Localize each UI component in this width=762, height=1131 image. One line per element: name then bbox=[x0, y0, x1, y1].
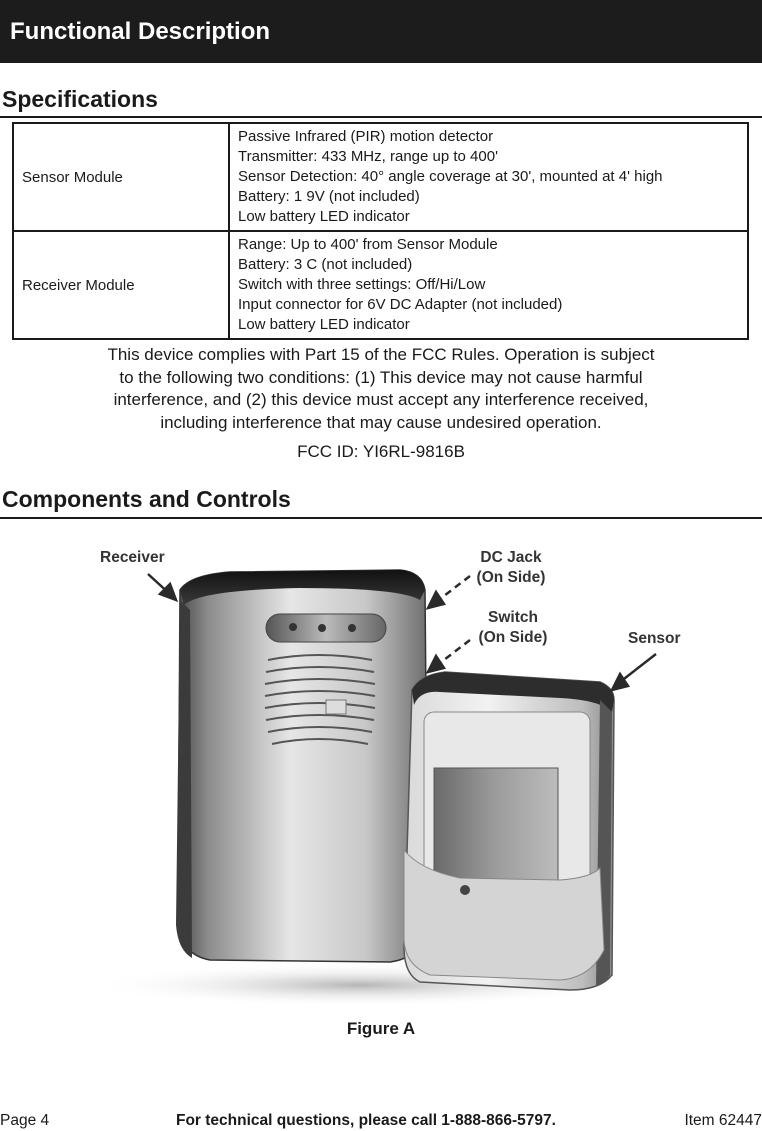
sensor-unit bbox=[404, 672, 614, 990]
specifications-rule bbox=[0, 116, 762, 118]
callout-line: (On Side) bbox=[476, 569, 546, 586]
dc-jack-arrowhead bbox=[428, 592, 444, 608]
led-icon bbox=[348, 624, 356, 632]
figure-caption: Figure A bbox=[346, 1019, 416, 1038]
sensor-led-icon bbox=[460, 885, 470, 895]
callout-line: (On Side) bbox=[478, 629, 548, 646]
led-icon bbox=[289, 623, 297, 631]
row-details bbox=[229, 123, 748, 231]
banner-title: Functional Description bbox=[10, 18, 271, 45]
row-label: Sensor Module bbox=[13, 123, 229, 231]
specifications-heading: Specifications bbox=[2, 86, 158, 112]
callout-receiver: Receiver bbox=[100, 549, 165, 566]
callout-line: Switch bbox=[488, 609, 538, 626]
detail-line: Battery: 1 9V (not included) bbox=[238, 188, 420, 205]
callout-switch bbox=[468, 608, 558, 648]
detail-line: Range: Up to 400' from Sensor Module bbox=[238, 236, 498, 253]
fcc-id: FCC ID: YI6RL-9816B bbox=[297, 442, 465, 461]
detail-line: Input connector for 6V DC Adapter (not included) bbox=[238, 296, 563, 313]
fcc-line: including interference that may cause undesired operation. bbox=[160, 412, 602, 432]
specifications-table bbox=[12, 122, 749, 340]
callout-sensor: Sensor bbox=[628, 630, 681, 647]
row-details bbox=[229, 231, 748, 339]
footer-support: For technical questions, please call 1-888-866-5797. bbox=[176, 1112, 556, 1129]
fcc-statement bbox=[60, 344, 702, 434]
detail-line: Battery: 3 C (not included) bbox=[238, 256, 413, 273]
sensor-arrow bbox=[620, 654, 656, 682]
led-icon bbox=[318, 624, 326, 632]
callout-dc-jack bbox=[466, 548, 556, 588]
detail-line: Transmitter: 433 MHz, range up to 400' bbox=[238, 148, 498, 165]
detail-line: Passive Infrared (PIR) motion detector bbox=[238, 128, 494, 145]
detail-line: Low battery LED indicator bbox=[238, 208, 410, 225]
callout-line: DC Jack bbox=[480, 549, 542, 566]
table-row bbox=[13, 231, 748, 339]
detail-line: Low battery LED indicator bbox=[238, 316, 410, 333]
detail-line: Switch with three settings: Off/Hi/Low bbox=[238, 276, 486, 293]
fcc-line: to the following two conditions: (1) This device may not cause harmful bbox=[119, 367, 643, 387]
fcc-line: This device complies with Part 15 of the FCC Rules. Operation is subject bbox=[107, 345, 655, 364]
fcc-line: interference, and (2) this device must accept any interference received, bbox=[113, 390, 649, 409]
receiver-unit bbox=[176, 570, 428, 962]
components-rule bbox=[0, 517, 762, 519]
components-heading: Components and Controls bbox=[2, 486, 291, 512]
row-label: Receiver Module bbox=[13, 231, 229, 339]
detail-line: Sensor Detection: 40° angle coverage at 30', mounted at 4' high bbox=[238, 168, 663, 185]
section-banner bbox=[0, 0, 762, 63]
pir-lens bbox=[434, 768, 558, 890]
switch-arrowhead bbox=[428, 656, 444, 672]
table-row bbox=[13, 123, 748, 231]
footer-page: Page 4 bbox=[0, 1112, 50, 1129]
product-illustration bbox=[0, 530, 762, 1010]
footer-item: Item 62447 bbox=[684, 1112, 762, 1129]
